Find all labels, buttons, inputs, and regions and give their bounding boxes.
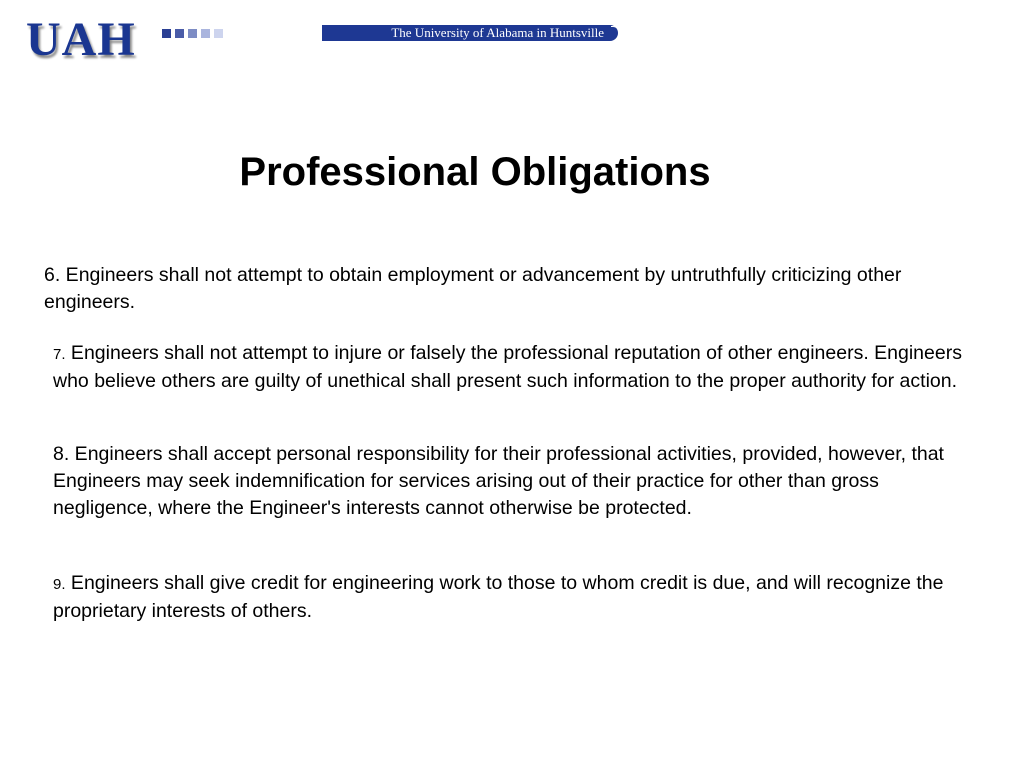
uah-logo: UAH: [26, 13, 136, 66]
item-number: 7.: [53, 346, 66, 363]
banner-dot: [188, 29, 197, 38]
banner-bar: [322, 25, 618, 41]
item-text: Engineers shall accept personal responsibility for their professional activities, provided, however, that Engineers may seek indemnification for services arising out of their practice for other than gross negligence, where the Engineer's interests cannot otherwise be protected.: [53, 443, 944, 519]
item-number: 8.: [53, 443, 70, 465]
university-banner: [162, 24, 618, 42]
item-text: Engineers shall not attempt to injure or falsely the professional reputation of other engineers. Engineers who believe others are guilty of unethical shall present such information to the proper authority for action.: [53, 342, 962, 392]
obligation-item-7: [53, 340, 973, 395]
item-text: Engineers shall give credit for engineering work to those to whom credit is due, and will recognize the proprietary interests of others.: [53, 572, 944, 622]
item-text: Engineers shall not attempt to obtain employment or advancement by untruthfully criticizing other engineers.: [44, 264, 902, 313]
slide-header: [0, 0, 1024, 80]
obligation-item-6: [44, 262, 944, 316]
banner-text: The University of Alabama in Huntsville: [391, 25, 604, 40]
banner-dot: [201, 29, 210, 38]
banner-end-cap: [611, 26, 620, 42]
banner-dot: [175, 29, 184, 38]
obligation-item-9: [53, 570, 973, 625]
item-number: 6.: [44, 264, 61, 286]
banner-dot: [162, 29, 171, 38]
item-number: 9.: [53, 576, 66, 593]
slide-title: Professional Obligations: [239, 150, 711, 194]
obligation-item-8: [53, 441, 973, 522]
banner-dots: [162, 24, 223, 42]
banner-dot: [214, 29, 223, 38]
